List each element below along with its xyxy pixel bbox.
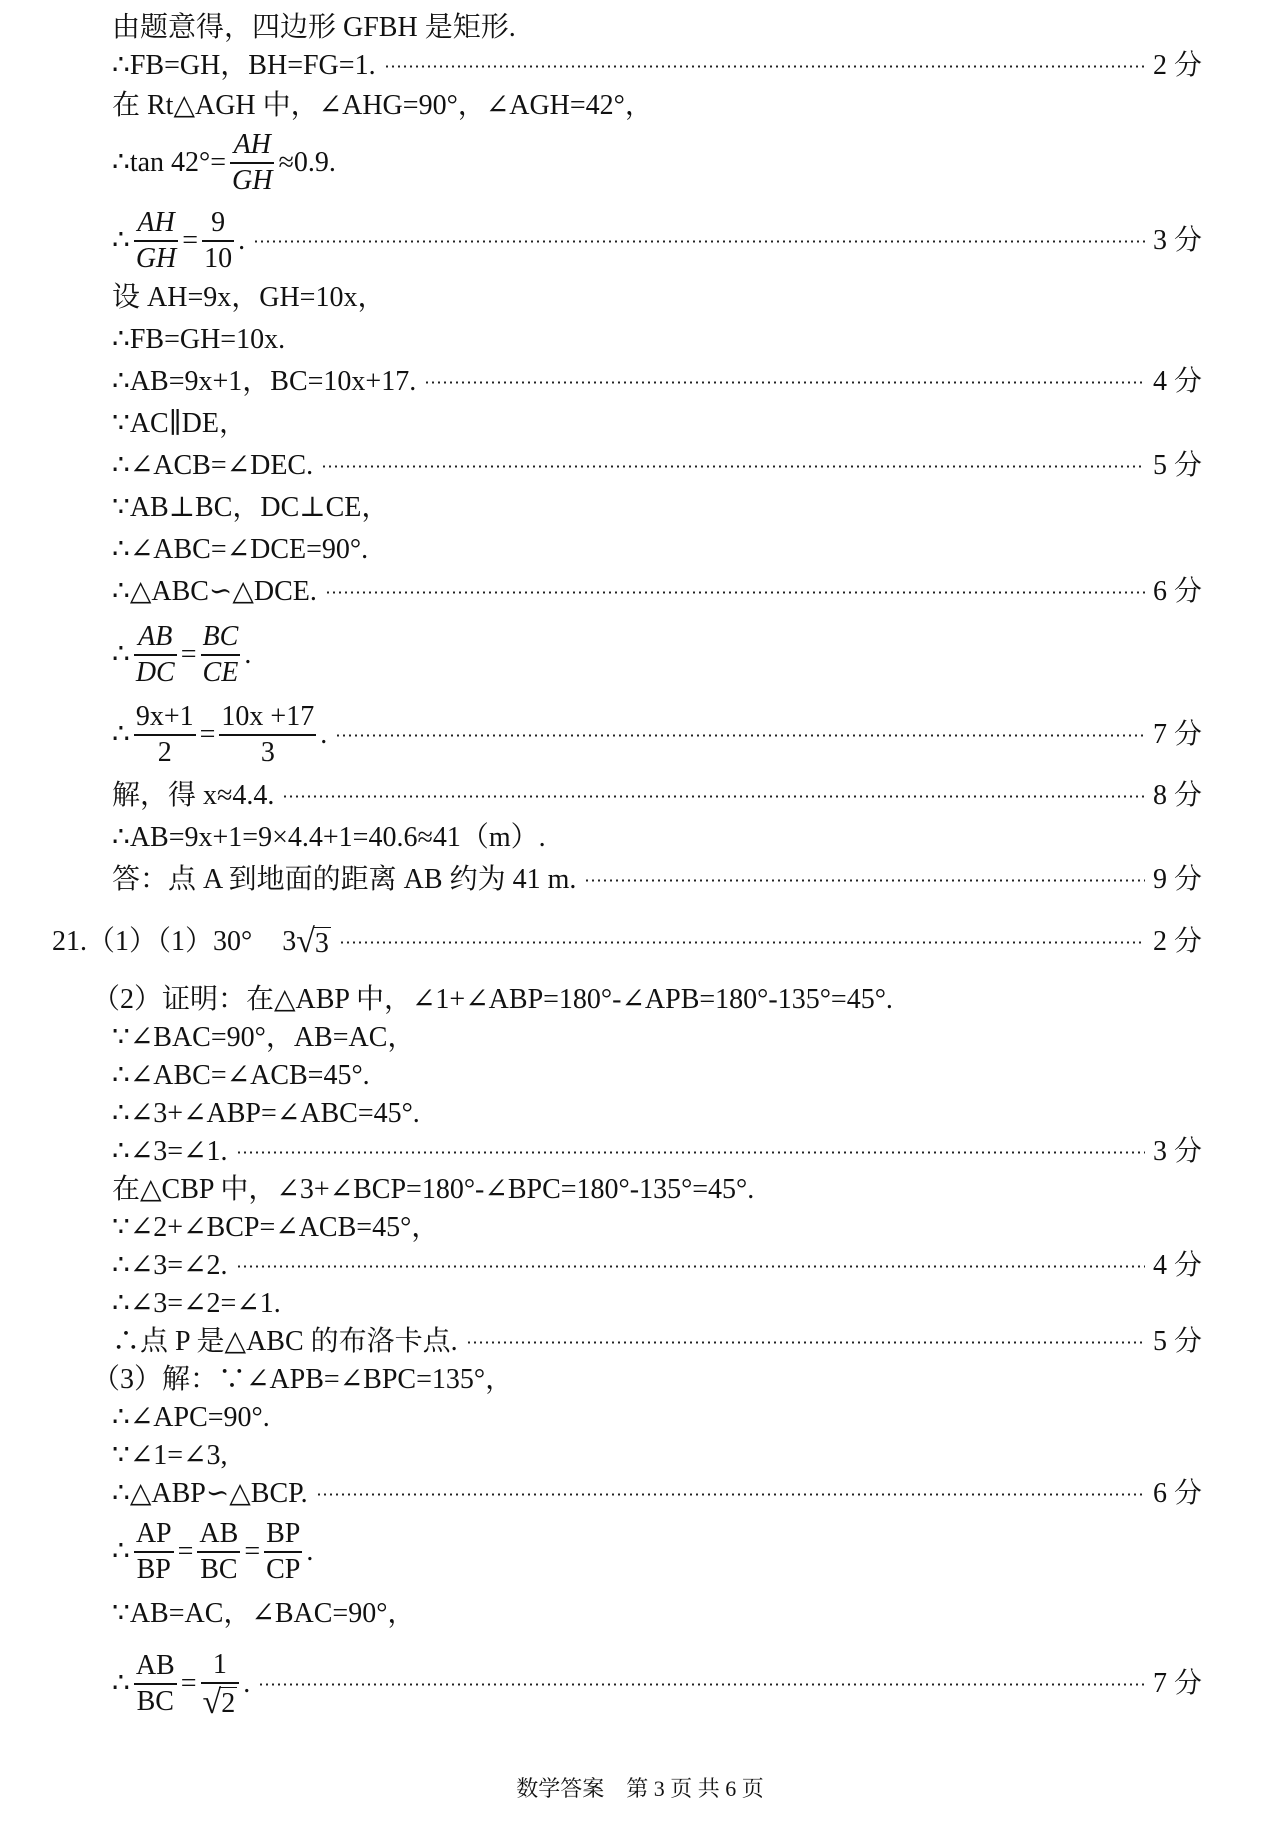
denominator: GH (135, 242, 177, 274)
leader-dots (339, 941, 1145, 944)
fraction (134, 700, 196, 770)
q21-p3-line5 (112, 1594, 1202, 1634)
line-ab-value (112, 818, 1202, 858)
denominator: 2 (157, 736, 172, 768)
fraction (202, 206, 234, 276)
text: 在 Rt△AGH 中，∠AHG=90°，∠AGH=42°， (112, 90, 653, 121)
text: 设 AH=9x，GH=10x， (112, 282, 386, 313)
equals: = (244, 1536, 261, 1567)
radical-sign: √ (296, 923, 315, 960)
text: ≈0.9. (278, 147, 336, 178)
score: 2 分 (1152, 926, 1202, 957)
line-parallel (112, 404, 1202, 444)
text: ∴∠3=∠1. (112, 1136, 228, 1167)
numerator: BC (202, 621, 239, 653)
numerator: 1 (212, 1649, 227, 1681)
text: ∵AB⊥BC，DC⊥CE， (112, 492, 390, 523)
line-answer (112, 860, 1202, 900)
denominator: BP (136, 1553, 171, 1585)
numerator: 9x+1 (135, 701, 194, 733)
line-fb (112, 320, 1202, 360)
sqrt (202, 1683, 238, 1721)
equals: = (182, 225, 199, 256)
text: . (320, 719, 328, 750)
page-footer: 数学答案 第 3 页 共 6 页 (516, 1776, 764, 1801)
numerator: AH (233, 129, 271, 161)
text: ∴△ABP∽△BCP. (112, 1478, 308, 1509)
line-rt-triangle (112, 86, 1202, 126)
leader-dots (236, 1265, 1145, 1268)
leader-dots (236, 1151, 1145, 1154)
q21-p2-line1 (112, 1018, 1202, 1058)
text: . (238, 225, 246, 256)
text: （3）解：∵∠APB=∠BPC=135°， (92, 1364, 514, 1395)
text: ∴点 P 是△ABC 的布洛卡点. (112, 1326, 458, 1357)
numerator: AB (135, 1650, 175, 1682)
fraction (134, 620, 177, 690)
text: ∴△ABC∽△DCE. (112, 576, 317, 607)
text: 在△CBP 中，∠3+∠BCP=180°-∠BPC=180°-135°=45°. (112, 1174, 755, 1205)
therefore-symbol: ∴ (112, 719, 130, 750)
text: ∴∠ABC=∠DCE=90°. (112, 534, 369, 565)
score: 2 分 (1152, 50, 1202, 81)
text: ∴tan 42°= (112, 147, 227, 178)
denominator: CE (202, 656, 239, 688)
fraction (230, 128, 274, 198)
q21-p3-line6 (112, 1644, 1202, 1724)
q21-p3-line3 (112, 1474, 1202, 1514)
q21-p3-line2 (112, 1436, 1202, 1476)
text: ∵∠1=∠3, (112, 1440, 228, 1471)
leader-dots (316, 1493, 1145, 1496)
text: ∴∠3+∠ABP=∠ABC=45°. (112, 1098, 420, 1129)
fraction (264, 1517, 302, 1587)
q21-p2-line7 (112, 1246, 1202, 1286)
text: ∴∠APC=90°. (112, 1402, 270, 1433)
q21-p2-line4 (112, 1132, 1202, 1172)
score: 3 分 (1152, 1136, 1202, 1167)
score: 5 分 (1152, 1326, 1202, 1357)
therefore-symbol: ∴ (112, 1668, 130, 1699)
line-set-x (112, 278, 1202, 318)
text: ∴AB=9x+1=9×4.4+1=40.6≈41（m）. (112, 822, 546, 853)
equals: = (199, 719, 216, 750)
score: 9 分 (1152, 864, 1202, 895)
leader-dots (258, 1683, 1145, 1686)
numerator: AB (138, 621, 173, 653)
line-fb-gh (112, 46, 1202, 86)
score: 3 分 (1152, 225, 1202, 256)
fraction (197, 1517, 240, 1587)
text: ∵AB=AC，∠BAC=90°， (112, 1598, 416, 1629)
fraction (134, 1517, 174, 1587)
line-angle-acb (112, 446, 1202, 486)
q21-p3-line1 (112, 1398, 1202, 1438)
line-tan (112, 125, 1202, 201)
q21-p2-line9 (112, 1322, 1202, 1362)
score: 4 分 (1152, 366, 1202, 397)
numerator: AP (135, 1518, 172, 1550)
score: 7 分 (1152, 1668, 1202, 1699)
radical-sign: √ (202, 1683, 222, 1721)
line-ratio (112, 203, 1202, 279)
text: ∴∠ABC=∠ACB=45°. (112, 1060, 370, 1091)
denominator: 3 (260, 736, 275, 768)
score: 4 分 (1152, 1250, 1202, 1281)
denominator: CP (266, 1553, 301, 1585)
leader-dots (424, 381, 1145, 384)
fraction (201, 1648, 240, 1719)
numerator: AH (137, 207, 175, 239)
equals: = (177, 1536, 194, 1567)
text: . (244, 639, 252, 670)
text: ∴∠ACB=∠DEC. (112, 450, 314, 481)
line-angle-abc (112, 530, 1202, 570)
text: ∴∠3=∠2. (112, 1250, 228, 1281)
text: ∵∠BAC=90°，AB=AC， (112, 1022, 416, 1053)
text: 答：点 A 到地面的距离 AB 约为 41 m. (112, 864, 577, 895)
text: 解，得 x≈4.4. (112, 780, 275, 811)
question-number: 21.（1）（1）30° (52, 926, 253, 957)
leader-dots (466, 1341, 1145, 1344)
line-rectangle (112, 8, 1202, 48)
text: ∴∠3=∠2=∠1. (112, 1288, 281, 1319)
line-equation (112, 697, 1202, 773)
score: 6 分 (1152, 576, 1202, 607)
q21-part2-head (92, 980, 1182, 1020)
leader-dots (253, 240, 1145, 243)
fraction (201, 620, 241, 690)
text: 由题意得，四边形 GFBH 是矩形. (112, 12, 516, 43)
numerator: AB (199, 1518, 239, 1550)
q21-part1 (52, 922, 1202, 962)
score: 8 分 (1152, 780, 1202, 811)
line-similar (112, 572, 1202, 612)
q21-p2-line3 (112, 1094, 1202, 1134)
numerator: BP (266, 1518, 301, 1550)
leader-dots (335, 734, 1145, 737)
leader-dots (384, 65, 1145, 68)
text: （2）证明：在△ABP 中，∠1+∠ABP=180°-∠APB=180°-135°=45°. (92, 984, 893, 1015)
sqrt (296, 925, 331, 959)
radicand: 3 (314, 927, 329, 959)
fraction (219, 700, 316, 770)
q21-p2-line2 (112, 1056, 1202, 1096)
q21-part3-head (92, 1360, 1182, 1400)
numerator: 10x +17 (221, 701, 315, 733)
text: ∴FB=GH，BH=FG=1. (112, 50, 376, 81)
radicand: 2 (221, 1688, 236, 1720)
text: . (306, 1536, 314, 1567)
q21-p2-line8 (112, 1284, 1202, 1324)
line-ab-bc (112, 362, 1202, 402)
line-solve (112, 776, 1202, 816)
text: ∵∠2+∠BCP=∠ACB=45°， (112, 1212, 440, 1243)
line-ratio-ab-dc (112, 617, 1202, 693)
score: 5 分 (1152, 450, 1202, 481)
therefore-symbol: ∴ (112, 1536, 130, 1567)
leader-dots (325, 591, 1145, 594)
denominator: BC (200, 1553, 238, 1585)
therefore-symbol: ∴ (112, 225, 130, 256)
leader-dots (584, 879, 1145, 882)
numerator: 9 (211, 207, 226, 239)
text: . (243, 1668, 251, 1699)
denominator: BC (136, 1685, 174, 1717)
leader-dots (282, 795, 1145, 798)
denominator (201, 1684, 240, 1720)
sqrt-coefficient: 3 (282, 926, 297, 957)
equals: = (180, 1668, 197, 1699)
text: ∴FB=GH=10x. (112, 324, 286, 355)
score: 6 分 (1152, 1478, 1202, 1509)
therefore-symbol: ∴ (112, 639, 130, 670)
text: ∴AB=9x+1，BC=10x+17. (112, 366, 417, 397)
q21-p3-line4 (112, 1514, 1202, 1590)
denominator: GH (232, 164, 273, 196)
equals: = (180, 639, 197, 670)
denominator: DC (135, 656, 175, 688)
denominator: 10 (204, 242, 233, 274)
score: 7 分 (1152, 719, 1202, 750)
q21-p2-line6 (112, 1208, 1202, 1248)
fraction (134, 206, 178, 276)
fraction (134, 1649, 177, 1719)
line-perpendicular (112, 488, 1202, 528)
text: ∵AC∥DE， (112, 408, 247, 439)
leader-dots (321, 465, 1145, 468)
q21-p2-line5 (112, 1170, 1202, 1210)
